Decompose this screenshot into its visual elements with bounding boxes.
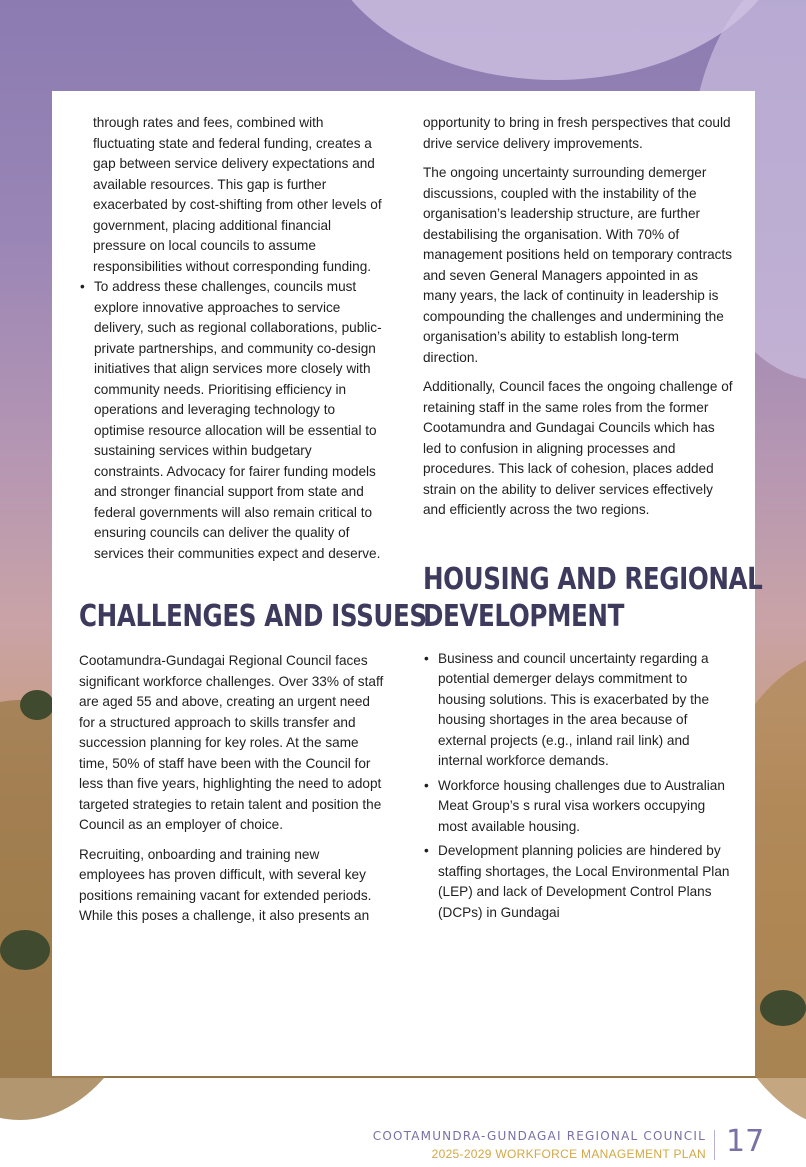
list-item	[423, 776, 733, 838]
list-item	[423, 841, 733, 923]
footer-organisation: COOTAMUNDRA-GUNDAGAI REGIONAL COUNCIL	[372, 1129, 706, 1143]
paragraph: Additionally, Council faces the ongoing challenge of retaining staff in the same roles from the former Cootamundra and Gundagai Councils which has led to confusion in aligning processes and procedures. This lack of cohesion, places added strain on the ability to deliver services effectively and efficiently across the two regions.	[423, 379, 733, 517]
list-item	[79, 277, 384, 564]
bullet-text: To address these challenges, councils must explore innovative approaches to service delivery, such as regional collaborations, public-private partnerships, and community co-design initiatives that align services more closely with community needs. Prioritising efficiency in operations and leveraging technology to optimise resource allocation will be essential to sustaining services within budgetary constraints. Advocacy for fairer funding models and stronger financial support from state and federal governments will also remain critical to ensuring councils can deliver the quality of services their communities expect and deserve.	[94, 279, 382, 561]
section-heading-challenges: CHALLENGES AND ISSUES	[79, 599, 427, 634]
tree-shape	[760, 990, 806, 1026]
paragraph: Cootamundra-Gundagai Regional Council faces significant workforce challenges. Over 33% of staff are aged 55 and above, creating an urgent need for a structured approach to skills transfer and succession planning for key roles. At the same time, 50% of staff have been with the Council for less than five years, highlighting the need to adopt targeted strategies to retain talent and position the Council as an employer of choice.	[79, 653, 384, 832]
bullet-text: Workforce housing challenges due to Australian Meat Group’s s rural visa workers occupying most available housing.	[438, 777, 725, 834]
bullet-icon: •	[80, 279, 85, 294]
page-number: 17	[726, 1124, 765, 1159]
bullet-icon: •	[424, 650, 429, 666]
tree-shape	[0, 930, 50, 970]
right-bullet-list	[423, 649, 733, 924]
bullet-icon: •	[424, 777, 429, 793]
left-column	[79, 113, 427, 936]
paragraph: opportunity to bring in fresh perspectives that could drive service delivery improvements.	[423, 115, 731, 151]
paragraph: The ongoing uncertainty surrounding demerger discussions, coupled with the instability of the organisation’s leadership structure, are further destabilising the organisation. With 70% of management positions held on temporary contracts and seven General Managers appointed in as many years, the lack of continuity in leadership is compounding the challenges and undermining the organisation’s ability to establish long-term direction.	[423, 165, 733, 365]
heading-line: DEVELOPMENT	[423, 598, 624, 634]
footer-plan-title: 2025-2029 WORKFORCE MANAGEMENT PLAN	[431, 1147, 706, 1161]
bullet-icon: •	[424, 843, 429, 858]
heading-line: HOUSING AND REGIONAL	[423, 561, 763, 597]
left-bullet-list	[79, 277, 384, 564]
right-column	[423, 113, 763, 932]
bullet-text: Development planning policies are hindered by staffing shortages, the Local Environmental Plan (LEP) and lack of Development Control Plans (DCPs) in Gundagai	[438, 843, 730, 920]
continued-paragraph: through rates and fees, combined with fluctuating state and federal funding, creates a gap between service delivery expectations and available resources. This gap is further exacerbated by cost-shifting from other levels of government, placing additional financial pressure on local councils to assume responsibilities without corresponding funding.	[93, 115, 382, 274]
bullet-text: Business and council uncertainty regarding a potential demerger delays commitment to housing solutions. This is exacerbated by the housing shortages in the area because of external projects (e.g., inland rail link) and internal workforce demands.	[438, 650, 710, 768]
footer-divider	[714, 1130, 715, 1160]
section-heading-housing	[423, 561, 763, 635]
tree-shape	[20, 690, 54, 720]
paragraph: Recruiting, onboarding and training new employees has proven difficult, with several key positions remaining vacant for extended periods. While this poses a challenge, it also presents an	[79, 846, 372, 923]
list-item	[423, 649, 733, 772]
